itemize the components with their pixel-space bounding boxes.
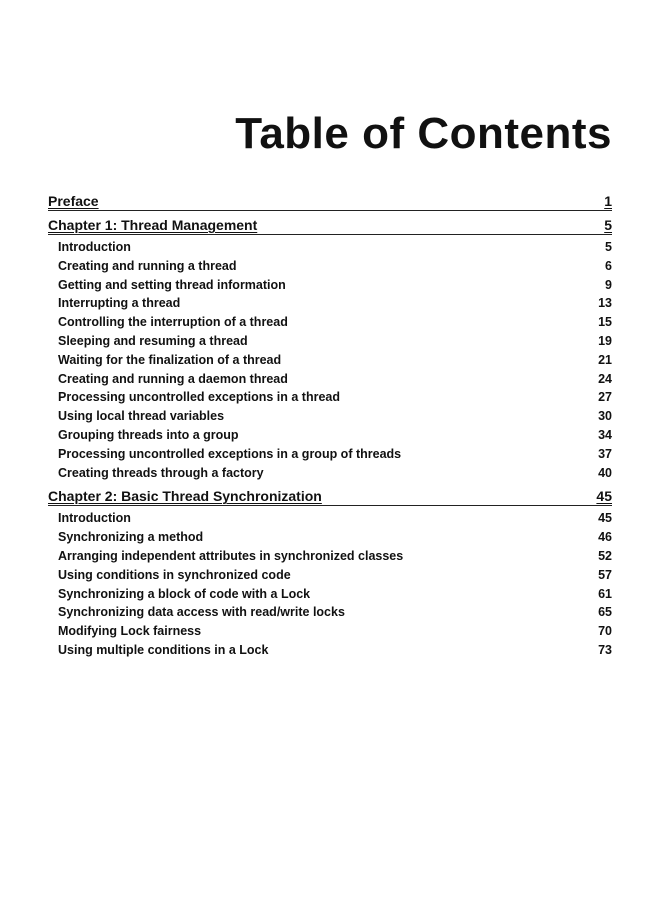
toc-section-page-number: 27 [598, 390, 612, 405]
toc-section-page-number: 52 [598, 548, 612, 563]
toc-section-label: Introduction [58, 240, 131, 254]
toc-section-page-number: 24 [598, 371, 612, 386]
toc-section-entry[interactable] [48, 238, 612, 257]
toc-section-page-number: 9 [605, 277, 612, 292]
toc-chapter-entry[interactable] [48, 190, 612, 211]
toc-section-page-number: 34 [598, 427, 612, 442]
toc-section-entry[interactable] [48, 464, 612, 483]
toc-section-label: Using conditions in synchronized code [58, 567, 291, 582]
toc-section-label: Modifying Lock fairness [58, 624, 202, 639]
toc-chapter-label: Chapter 1: Thread Management [48, 217, 258, 233]
toc-section-page-number: 46 [598, 530, 612, 545]
toc-section-entry[interactable] [48, 294, 612, 313]
toc-chapter-label: Preface [48, 193, 99, 209]
toc-chapter-page-number: 5 [604, 217, 612, 233]
toc-section-entry[interactable] [48, 332, 612, 351]
toc-section-entry[interactable] [48, 622, 612, 641]
toc-section-label: Synchronizing data access with read/write locks [58, 605, 345, 620]
toc-chapter-entry[interactable] [48, 485, 612, 506]
toc-section-entry[interactable] [48, 351, 612, 370]
toc-section-page-number: 61 [598, 586, 612, 601]
toc-section-label: Sleeping and resuming a thread [58, 333, 248, 348]
page-title: Table of Contents [235, 109, 612, 158]
toc-section-entry[interactable] [48, 445, 612, 464]
toc-section-page-number: 65 [598, 605, 612, 620]
toc-section-entry[interactable] [48, 276, 612, 295]
toc-section-page-number: 19 [598, 333, 612, 348]
toc-section-label: Creating and running a thread [58, 258, 237, 273]
toc-section-page-number: 13 [598, 296, 612, 311]
toc-section-page-number: 57 [598, 567, 612, 582]
toc-section-label: Introduction [58, 511, 131, 526]
toc-section-label: Using local thread variables [58, 409, 225, 424]
toc-chapter-label: Chapter 2: Basic Thread Synchronization [48, 488, 322, 505]
toc-section-entry[interactable] [48, 370, 612, 389]
toc-section-entry[interactable] [48, 388, 612, 407]
toc-section-label: Creating threads through a factory [58, 465, 264, 480]
toc-section-label: Processing uncontrolled exceptions in a group of threads [58, 446, 402, 461]
toc-section-entry[interactable] [48, 528, 612, 547]
toc-section-entry[interactable] [48, 426, 612, 445]
toc-section-label: Synchronizing a method [58, 530, 204, 545]
toc-section-page-number: 15 [598, 315, 612, 330]
toc-section-entry[interactable] [48, 641, 612, 660]
toc-section-label: Grouping threads into a group [58, 427, 239, 442]
toc-section-label: Creating and running a daemon thread [58, 371, 288, 386]
toc-section-entry[interactable] [48, 566, 612, 585]
toc-section-label: Getting and setting thread information [58, 277, 286, 292]
toc-section-entry[interactable] [48, 547, 612, 566]
toc-chapter-entry[interactable] [48, 214, 612, 235]
toc-section-entry[interactable] [48, 313, 612, 332]
toc-section-label: Using multiple conditions in a Lock [58, 642, 269, 657]
toc-section-page-number: 30 [598, 409, 612, 424]
toc-chapter-page-number: 1 [604, 193, 612, 209]
toc-section-entry[interactable] [48, 257, 612, 276]
toc-section-entry[interactable] [48, 603, 612, 622]
toc-section-page-number: 37 [598, 446, 612, 461]
toc-section-page-number: 5 [605, 240, 612, 254]
toc-section-entry[interactable] [48, 509, 612, 528]
toc-section-entry[interactable] [48, 407, 612, 426]
toc-section-label: Waiting for the finalization of a thread [58, 352, 282, 367]
table-of-contents [48, 190, 612, 663]
toc-section-label: Synchronizing a block of code with a Lock [58, 586, 311, 601]
document-page [48, 0, 612, 900]
toc-section-label: Processing uncontrolled exceptions in a thread [58, 390, 341, 405]
toc-section-page-number: 21 [598, 352, 612, 367]
toc-section-label: Controlling the interruption of a thread [58, 315, 288, 330]
toc-section-page-number: 40 [598, 465, 612, 480]
toc-section-label: Interrupting a thread [58, 296, 181, 311]
toc-section-entry[interactable] [48, 585, 612, 604]
toc-section-page-number: 73 [598, 642, 612, 657]
toc-chapter-page-number: 45 [596, 488, 612, 505]
toc-gap [48, 660, 612, 663]
toc-section-page-number: 70 [598, 624, 612, 639]
toc-section-page-number: 6 [605, 258, 612, 273]
toc-section-label: Arranging independent attributes in synchronized classes [58, 548, 404, 563]
toc-section-page-number: 45 [598, 511, 612, 526]
